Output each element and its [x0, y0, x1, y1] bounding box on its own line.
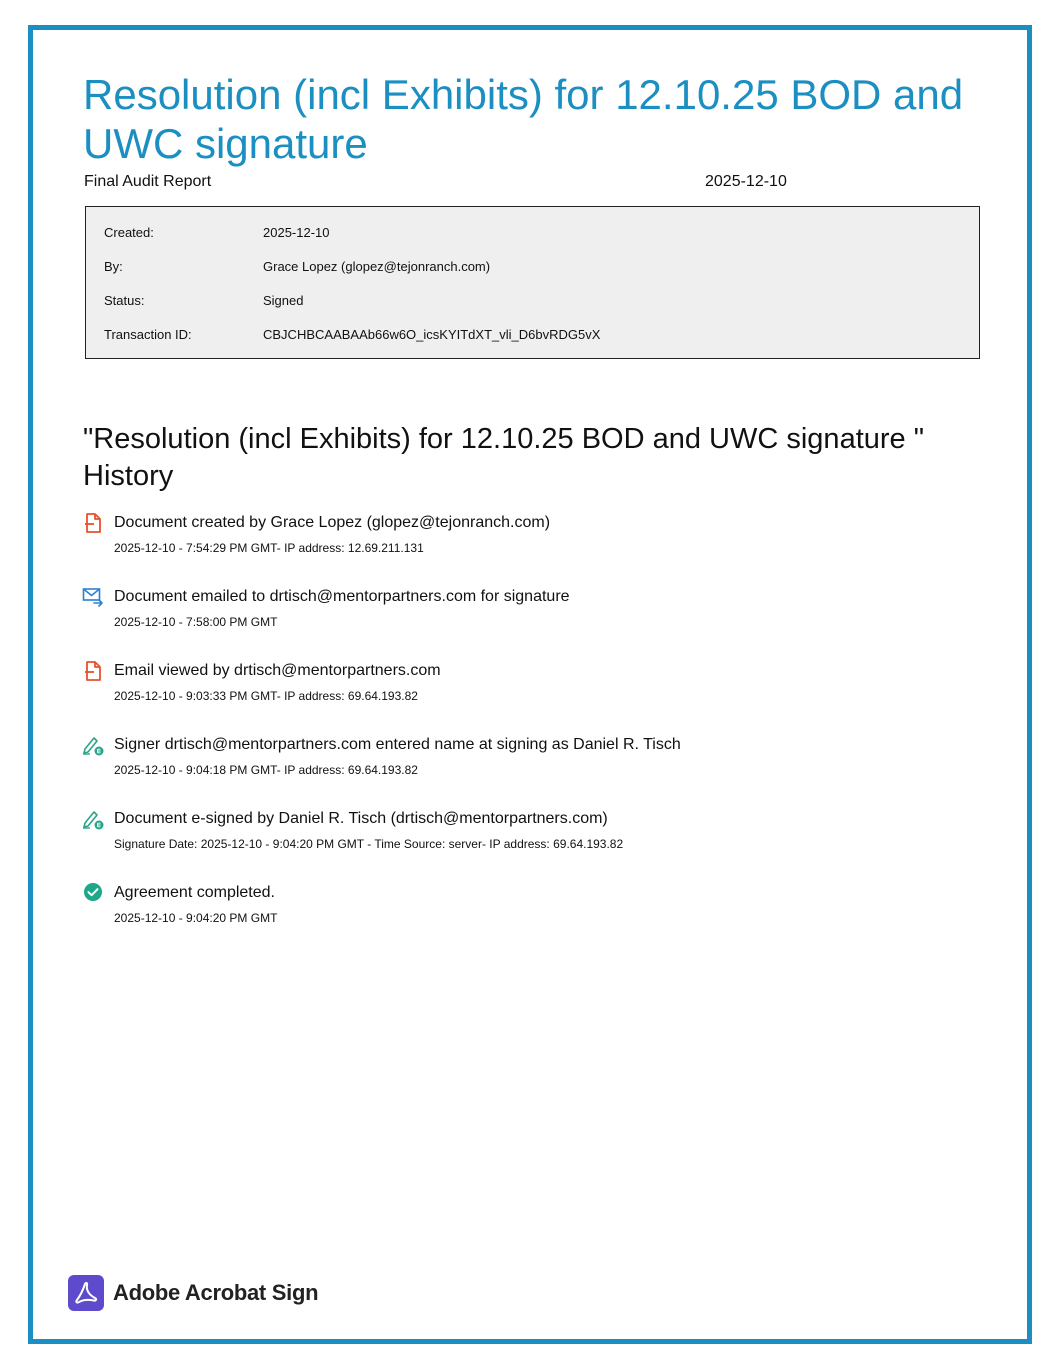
event-detail: Signature Date: 2025-12-10 - 9:04:20 PM GMT - Time Source: server- IP address: 69.64.193.82	[114, 837, 624, 851]
email-sent-icon	[82, 586, 104, 608]
document-icon	[82, 660, 104, 682]
summary-label: By:	[104, 259, 123, 274]
report-date: 2025-12-10	[705, 173, 787, 190]
event-text: Document created by Grace Lopez (glopez@tejonranch.com)	[114, 514, 551, 531]
check-circle-icon	[82, 882, 104, 904]
esign-icon	[82, 734, 104, 756]
event-text: Email viewed by drtisch@mentorpartners.com	[114, 662, 441, 679]
event-detail: 2025-12-10 - 7:58:00 PM GMT	[114, 615, 278, 629]
summary-label: Transaction ID:	[104, 327, 192, 342]
summary-label: Status:	[104, 293, 145, 308]
logo-text: Adobe Acrobat Sign	[113, 1280, 319, 1305]
event-detail: 2025-12-10 - 9:04:18 PM GMT- IP address: 69.64.193.82	[114, 763, 418, 777]
summary-value: CBJCHBCAABAAb66w6O_icsKYITdXT_vli_D6bvRDG5vX	[263, 327, 601, 342]
document-icon	[82, 512, 104, 534]
history-title: "Resolution (incl Exhibits) for 12.10.25 BOD and UWC signature " History	[83, 423, 925, 492]
acrobat-logo-icon	[68, 1275, 104, 1311]
document-title: Resolution (incl Exhibits) for 12.10.25 BOD and UWC signature	[83, 71, 964, 167]
summary-value: Grace Lopez (glopez@tejonranch.com)	[263, 259, 491, 274]
report-subtitle: Final Audit Report	[84, 173, 212, 190]
event-text: Signer drtisch@mentorpartners.com entered name at signing as Daniel R. Tisch	[114, 736, 681, 753]
event-detail: 2025-12-10 - 9:04:20 PM GMT	[114, 911, 278, 925]
event-text: Document e-signed by Daniel R. Tisch (drtisch@mentorpartners.com)	[114, 810, 608, 827]
summary-box	[85, 206, 980, 359]
esign-icon	[82, 808, 104, 830]
summary-value: Signed	[263, 293, 304, 308]
event-detail: 2025-12-10 - 7:54:29 PM GMT- IP address: 12.69.211.131	[114, 541, 424, 555]
summary-label: Created:	[104, 225, 154, 240]
event-detail: 2025-12-10 - 9:03:33 PM GMT- IP address: 69.64.193.82	[114, 689, 418, 703]
summary-value: 2025-12-10	[263, 225, 330, 240]
event-text: Document emailed to drtisch@mentorpartners.com for signature	[114, 588, 570, 605]
event-text: Agreement completed.	[114, 884, 275, 901]
